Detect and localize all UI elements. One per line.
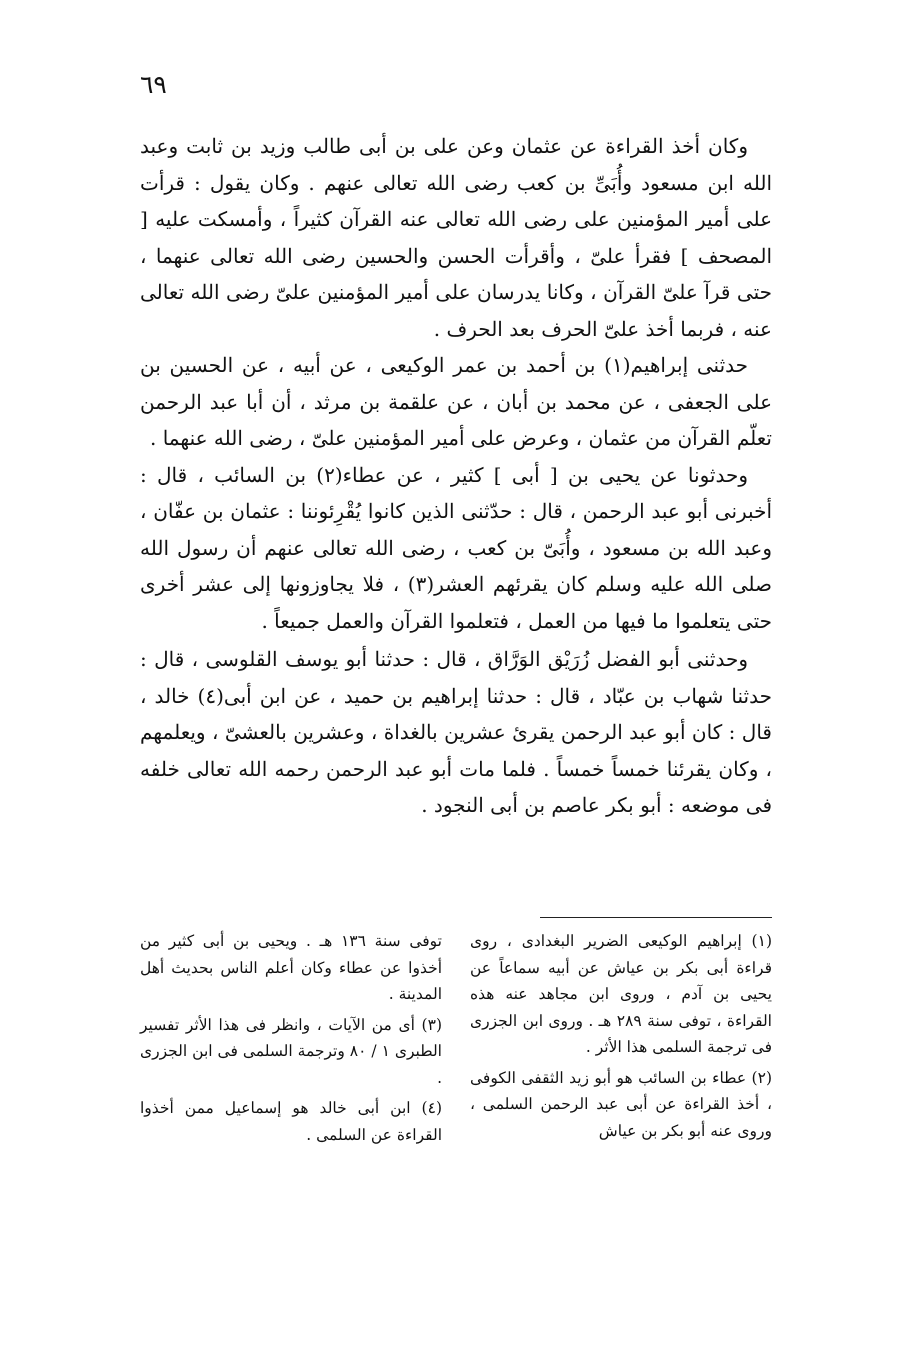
footnote-1: (١) إبراهيم الوكيعى الضرير البغدادى ، روى قراءة أبى بكر بن عياش عن أبيه سماعاً عن يحيى بن آدم ، وروى ابن مجاهد عنه هذه القراءة ، توفى سنة ٢٨٩ هـ . وروى ابن الجزرى فى ترجمة السلمى هذا الأثر . — [470, 932, 772, 1056]
footnotes-left-column — [140, 928, 442, 1152]
paragraph-1: وكان أخذ القراءة عن عثمان وعن على بن أبى طالب وزيد بن ثابت وعبد الله ابن مسعود وأُبَىِّ بن كعب رضى الله تعالى عنهم . وكان يقول : قرأت على أمير المؤمنين على رضى الله تعالى عنه القرآن كثيراً ، وأمسكت عليه [ المصحف ] فقرأ علىّ ، وأقرأت الحسن والحسين رضى الله تعالى عنهما ، حتى قرآ علىّ القرآن ، وكانا يدرسان على أمير المؤمنين علىّ رضى الله تعالى عنه ، فربما أخذ علىّ الحرف بعد الحرف . — [140, 134, 772, 341]
footnotes — [140, 928, 772, 1152]
paragraph-4: وحدثنى أبو الفضل زُرَيْق الوَرَّاق ، قال : حدثنا أبو يوسف القلوسى ، قال : حدثنا شهاب بن عبّاد ، قال : حدثنا إبراهيم بن حميد ، عن ابن أبى(٤) خالد ، قال : كان أبو عبد الرحمن يقرئ عشرين بالغداة ، وعشرين بالعشىّ ، ويعلمهم ، وكان يقرئنا خمساً خمساً . فلما مات أبو عبد الرحمن رحمه الله تعالى خلفه فى موضعه : أبو بكر عاصم بن أبى النجود . — [140, 647, 772, 817]
paragraph-2: حدثنى إبراهيم(١) بن أحمد بن عمر الوكيعى ، عن أبيه ، عن الحسين بن على الجعفى ، عن محمد بن أبان ، عن علقمة بن مرثد ، أن أبا عبد الرحمن تعلّم القرآن من عثمان ، وعرض على أمير المؤمنين علىّ ، رضى الله عنهما . — [140, 353, 772, 450]
page-number: ٦٩ — [140, 70, 167, 99]
footnote-2: (٢) عطاء بن السائب هو أبو زيد الثقفى الكوفى ، أخذ القراءة عن أبى عبد الرحمن السلمى ، وروى عنه أبو بكر بن عياش — [470, 1068, 772, 1140]
main-text — [140, 128, 772, 824]
footnote-divider — [540, 917, 772, 918]
footnote-4: (٤) ابن أبى خالد هو إسماعيل ممن أخذوا القراءة عن السلمى . — [140, 1099, 442, 1144]
footnote-2-continued: توفى سنة ١٣٦ هـ . ويحيى بن أبى كثير من أخذوا عن عطاء وكان أعلم الناس بحديث أهل المدينة . — [140, 932, 442, 1003]
paragraph-3: وحدثونا عن يحيى بن [ أبى ] كثير ، عن عطاء(٢) بن السائب ، قال : أخبرنى أبو عبد الرحمن ، قال : حدّثنى الذين كانوا يُقْرِئوننا : عثمان بن عفّان ، وعبد الله بن مسعود ، وأُبَىّ بن كعب ، رضى الله تعالى عنهم أن رسول الله صلى الله عليه وسلم كان يقرئهم العشر(٣) ، فلا يجاوزونها إلى عشر أخرى حتى يتعلموا ما فيها من العمل ، فتعلموا القرآن والعمل جميعاً . — [140, 462, 773, 633]
footnote-3: (٣) أى من الآيات ، وانظر فى هذا الأثر تفسير الطبرى ١ / ٨٠ وترجمة السلمى فى ابن الجزرى . — [140, 1015, 442, 1087]
footnotes-right-column — [470, 928, 772, 1152]
